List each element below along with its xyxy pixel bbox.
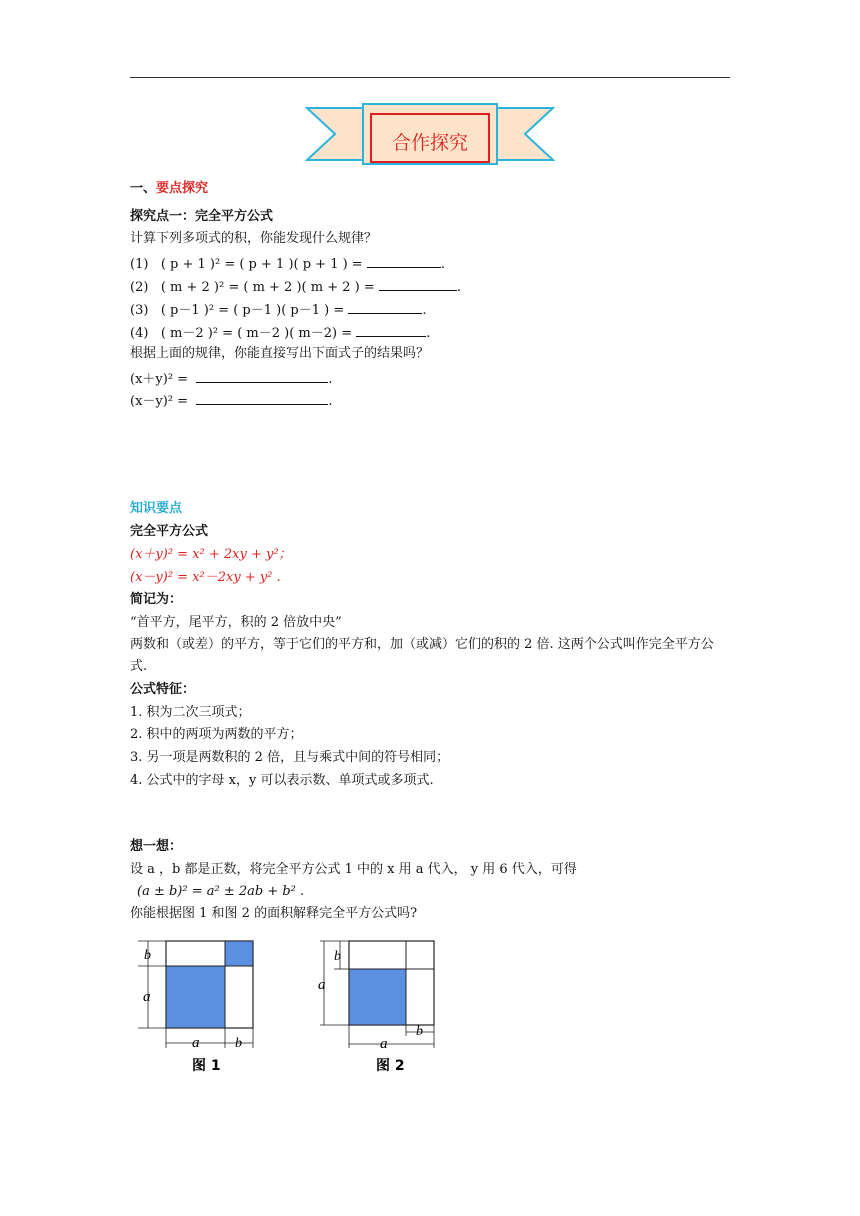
answer-blank[interactable]: [356, 324, 426, 337]
direct-row: (x＋y)² = .: [130, 372, 333, 387]
summary-title: 简记为：: [130, 592, 183, 607]
section-banner: [305, 102, 555, 168]
exercise-row: (3) ( p－1 )² = ( p－1 )( p－1 ) = .: [130, 303, 427, 318]
formula-sum: (x＋y)² = x² + 2xy + y²；: [130, 547, 292, 562]
feature-item: 4. 公式中的字母 x，y 可以表示数、单项式或多项式.: [130, 773, 434, 788]
feature-item: 3. 另一项是两数积的 2 倍，且与乘式中间的符号相同；: [130, 750, 450, 765]
banner-title: 合作探究: [391, 132, 468, 154]
exercise-row: (2) ( m + 2 )² = ( m + 2 )( m + 2 ) = .: [130, 280, 461, 295]
think-formula: (a ± b)² = a² ± 2ab + b² .: [137, 884, 305, 899]
section-heading: [130, 181, 208, 197]
exercise-expression: ( m + 2 )² = ( m + 2 )( m + 2 ) =: [160, 280, 375, 295]
exercise-expression: ( m－2 )² = ( m－2 )( m－2) =: [160, 326, 353, 341]
exercise-number: (1): [130, 257, 149, 272]
summary-text: 两数和（或差）的平方，等于它们的平方和，加（或减）它们的积的 2 倍. 这两个公式叫作完全平方公式.: [130, 637, 714, 674]
explore-prompt: 计算下列多项式的积，你能发现什么规律？: [130, 231, 378, 246]
formula-difference: (x－y)² = x²－2xy + y² .: [130, 570, 281, 585]
label-a: a: [318, 977, 326, 993]
label-b: b: [144, 948, 151, 963]
figure-1-caption: 图 1: [192, 1058, 221, 1074]
figure-2-caption: 图 2: [376, 1058, 405, 1074]
section-number: 一、: [130, 181, 157, 196]
direct-expression: (x＋y)² =: [130, 372, 189, 387]
feature-item: 2. 积中的两项为两数的平方；: [130, 727, 303, 742]
label-b: b: [416, 1024, 423, 1039]
think-line-1: 设 a ，b 都是正数，将完全平方公式 1 中的 x 用 a 代入， y 用 6 代入，可得: [130, 862, 577, 877]
exercise-expression: ( p + 1 )² = ( p + 1 )( p + 1 ) =: [160, 257, 363, 272]
header-rule: [130, 77, 730, 78]
exercise-row: (1) ( p + 1 )² = ( p + 1 )( p + 1 ) = .: [130, 257, 445, 272]
features-title: 公式特征：: [130, 682, 196, 697]
exercise-row: (4) ( m－2 )² = ( m－2 )( m－2) = .: [130, 326, 431, 341]
explore-point-title: 探究点一：完全平方公式: [130, 209, 274, 224]
figure-1: [130, 936, 270, 1076]
label-a: a: [192, 1035, 200, 1051]
feature-item: 1. 积为二次三项式；: [130, 705, 251, 720]
exercise-number: (2): [130, 280, 149, 295]
knowledge-title: 知识要点: [130, 501, 183, 516]
exercise-number: (3): [130, 303, 149, 318]
answer-blank[interactable]: [196, 370, 328, 383]
exercise-expression: ( p－1 )² = ( p－1 )( p－1 ) =: [160, 303, 345, 318]
exercise-number: (4): [130, 326, 149, 341]
figure-2: [312, 936, 442, 1076]
knowledge-subtitle: 完全平方公式: [130, 524, 209, 539]
direct-expression: (x－y)² =: [130, 394, 189, 409]
answer-blank[interactable]: [348, 301, 422, 314]
summary-quote: “首平方，尾平方，积的 2 倍放中央”: [130, 615, 342, 630]
section-title: 要点探究: [156, 181, 209, 196]
answer-blank[interactable]: [379, 278, 457, 291]
answer-blank[interactable]: [196, 392, 328, 405]
label-a: a: [380, 1036, 388, 1052]
think-title: 想一想：: [130, 839, 183, 854]
answer-blank[interactable]: [367, 255, 441, 268]
label-b: b: [235, 1036, 242, 1051]
label-a: a: [143, 989, 151, 1005]
direct-row: (x－y)² = .: [130, 394, 333, 409]
explore-prompt-2: 根据上面的规律，你能直接写出下面式子的结果吗？: [130, 346, 430, 361]
label-b: b: [334, 949, 341, 964]
think-question: 你能根据图 1 和图 2 的面积解释完全平方公式吗?: [130, 906, 418, 921]
